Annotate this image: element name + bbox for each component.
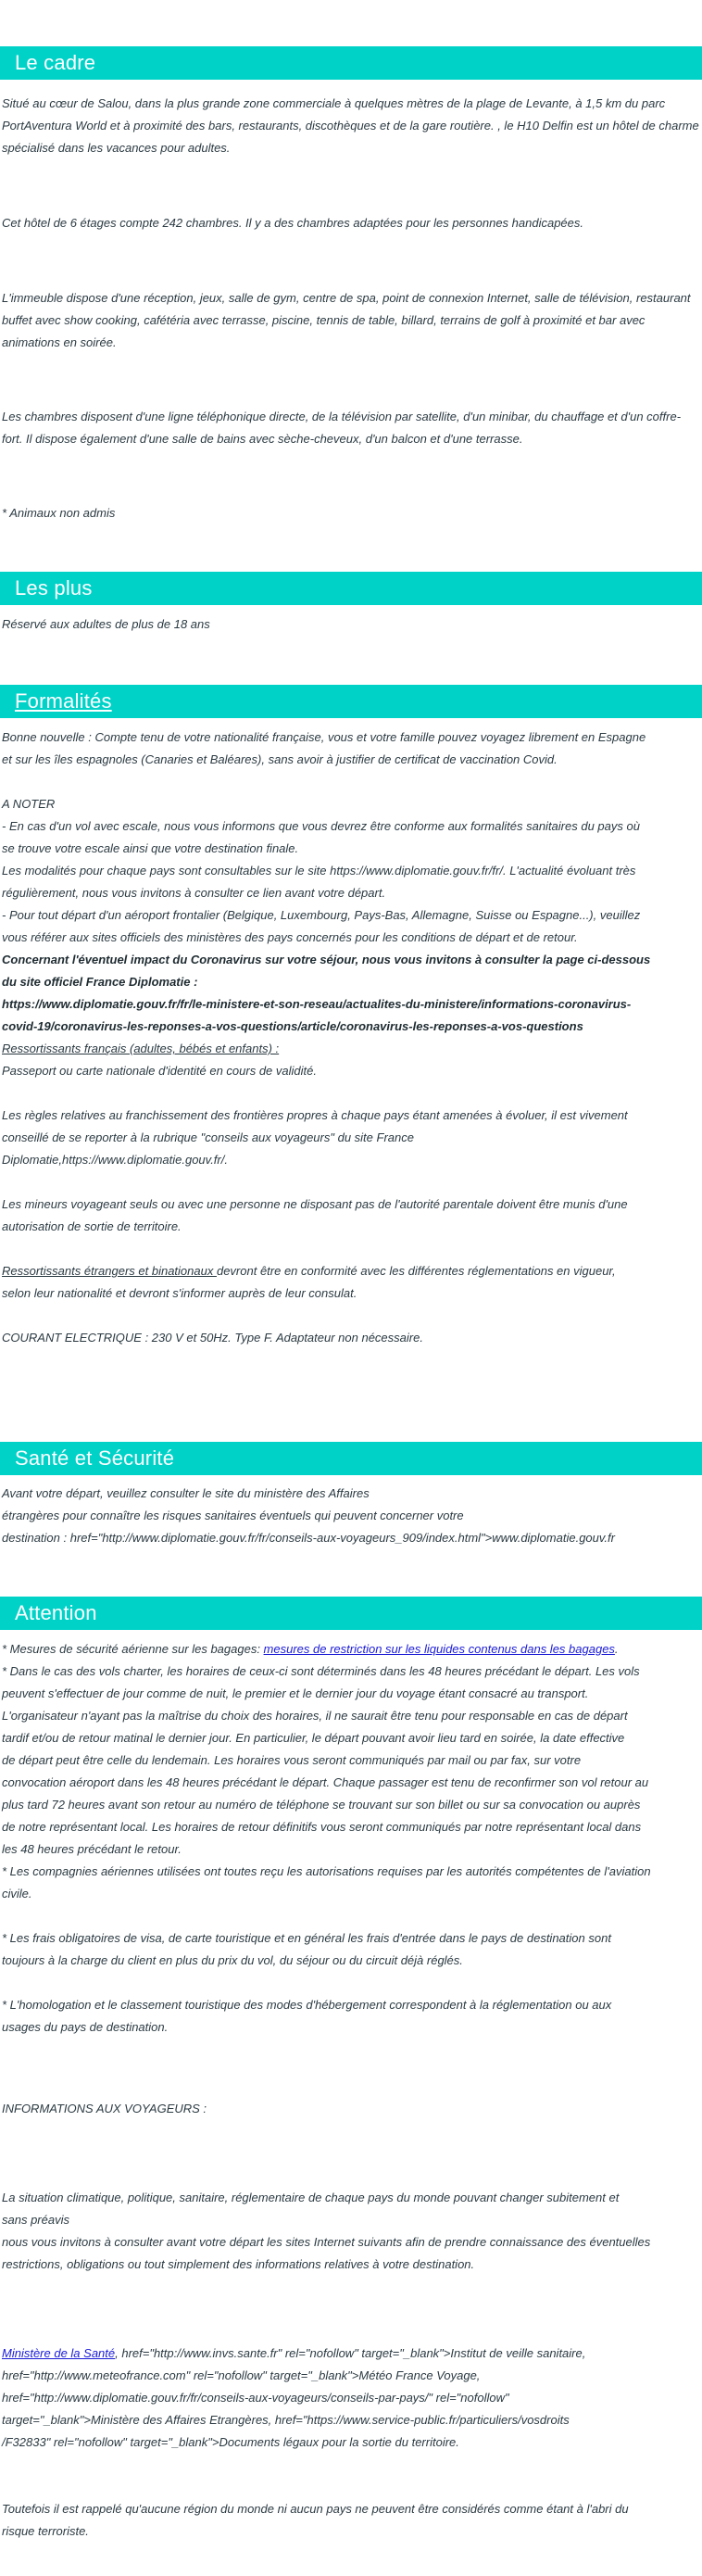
cadre-paragraph-5: * Animaux non admis <box>2 506 116 520</box>
plus-paragraph-1: Réservé aux adultes de plus de 18 ans <box>2 617 210 631</box>
ministere-sante-link[interactable]: Ministère de la Santé <box>2 2346 116 2360</box>
section-title-sante: Santé et Sécurité <box>15 1446 175 1470</box>
formalites-paragraph-2: A NOTER - En cas d'un vol avec escale, nous vous informons que vous devrez être conforme aux formalités sanitaires du pays où se trouve votre escale ainsi que votre destination finale. Les modalités pour chaque pays sont consultables sur le site https://www.diplomatie.gouv.fr/fr/. L'actualité évoluant très régulièrement, nous vous invitons à consulter ce lien avant votre départ. - Pour tout départ d'un aéroport frontalier (Belgique, Luxembourg, Pays-Bas, Allemagne, Suisse ou Espagne...), veuillez vous référer aux sites officiels des ministères des pays concernés pour les conditions de départ et de retour. <box>2 797 641 944</box>
cadre-paragraph-4: Les chambres disposent d'une ligne téléphonique directe, de la télévision par satellite, d'un minibar, du chauffage et d'un coffre-fort. Il dispose également d'une salle de bains avec sèche-cheveux, d'un balcon et d'une terrasse. <box>2 410 682 446</box>
useful-links-paragraph: Ministère de la Santé, href="http://www.invs.sante.fr" rel="nofollow" target="_blank">Institut de veille sanitaire, href="http://www.meteofrance.com" rel="nofollow" target="_blank">Météo France Voyage, href="http://www.diplomatie.gouv.fr/fr/conseils-aux-voyageurs/conseils-par-pays/" rel="nofollow" target="_blank">Ministère des Affaires Etrangères, href="https://www.service-public.fr/particuliers/vosdroits /F32833" rel="nofollow" target="_blank">Documents légaux pour la sortie du territoire. <box>2 2346 586 2449</box>
attention-block: * Mesures de sécurité aérienne sur les bagages: mesures de restriction sur les liquides contenus dans les bagages. * Dans le cas des vols charter, les horaires de ceux-ci sont déterminés dans les 48 heures précédant le départ. Les vols peuvent s'effectuer de jour comme de nuit, le premier et le dernier jour du voyage étant consacré au transport. L'organisateur n'ayant pas la maîtrise du choix des horaires, il ne saurait être tenu pour responsable en cas de départ tardif et/ou de retour matinal le dernier jour. En particulier, le départ pouvant avoir lieu tard en soirée, la date effective de départ peut être celle du lendemain. Les horaires vous seront communiqués par mail ou par fax, sur votre convocation aéroport dans les 48 heures précédant le départ. Chaque passager est tenu de reconfirmer son vol retour au plus tard 72 heures avant son retour au numéro de téléphone se trouvant sur son billet ou sur sa convocation ou auprès de notre représentant local. Les horaires de retour définitifs vous seront communiqués par notre représentant local dans les 48 heures précédant le retour. * Les compagnies aériennes utilisées ont toutes reçu les autorisations requises par les autorités compétentes de l'aviation civile. <box>2 1642 651 1900</box>
terrorism-risk-note: Toutefois il est rappelé qu'aucune région du monde ni aucun pays ne peuvent être considérés comme étant à l'abri du risque terroriste. <box>2 2502 629 2538</box>
formalites-coronavirus-note: Concernant l'éventuel impact du Coronavirus sur votre séjour, nous vous invitons à consulter la page ci-dessous du site officiel France Diplomatie : https://www.diplomatie.gouv.fr/fr/le-ministere-et-son-reseau/actualites-du-ministere/informations-coronavirus- covid-19/coronavirus-les-reponses-a-vos-questions/article/coronavirus-les-reponses-a-vos-questions <box>2 953 651 1033</box>
formalites-paragraph-6: Les mineurs voyageant seuls ou avec une personne ne disposant pas de l'autorité parentale doivent être munis d'une autorisation de sortie de territoire. <box>2 1197 628 1233</box>
cadre-paragraph-3: L'immeuble dispose d'une réception, jeux, salle de gym, centre de spa, point de connexion Internet, salle de télévision, restaurant buffet avec show cooking, cafétéria avec terrasse, piscine, tennis de table, billard, terrains de golf à proximité et bar avec animations en soirée. <box>2 291 691 349</box>
section-title-formalites: Formalités <box>15 689 112 713</box>
formalites-paragraph-1: Bonne nouvelle : Compte tenu de votre nationalité française, vous et votre famille pouvez voyagez librement en Espagne et sur les îles espagnoles (Canaries et Baléares), sans avoir à justifier de certificat de vaccination Covid. <box>2 730 646 766</box>
cadre-paragraph-1: Situé au cœur de Salou, dans la plus grande zone commerciale à quelques mètres de la plage de Levante, à 1,5 km du parc PortAventura World et à proximité des bars, restaurants, discothèques et de la gare routière. , le H10 Delfin est un hôtel de charme spécialisé dans les vacances pour adultes. <box>2 96 699 155</box>
sante-paragraph: Avant votre départ, veuillez consulter le site du ministère des Affaires étrangères pour connaître les risques sanitaires éventuels qui peuvent concerner votre destination : href="http://www.diplomatie.gouv.fr/fr/conseils-aux-voyageurs_909/index.html">www.diplomatie.gouv.fr <box>2 1486 615 1545</box>
liquids-restriction-link[interactable]: mesures de restriction sur les liquides contenus dans les bagages <box>263 1642 615 1656</box>
attention-homologation-note: * L'homologation et le classement touristique des modes d'hébergement correspondent à la réglementation ou aux usages du pays de destination. <box>2 1998 612 2034</box>
formalites-paragraph-7: Ressortissants étrangers et binationaux devront être en conformité avec les différentes réglementations en vigueur, selon leur nationalité et devront s'informer auprès de leur consulat. <box>2 1264 616 1300</box>
formalites-paragraph-8: COURANT ELECTRIQUE : 230 V et 50Hz. Type F. Adaptateur non nécessaire. <box>2 1331 423 1345</box>
section-header-attention <box>0 1597 702 1630</box>
section-header-sante <box>0 1442 702 1475</box>
section-header-plus <box>0 572 702 605</box>
attention-visa-note: * Les frais obligatoires de visa, de carte touristique et en général les frais d'entrée dans le pays de destination sont toujours à la charge du client en plus du prix du vol, du séjour ou du circuit déjà réglés. <box>2 1931 611 1967</box>
formalites-paragraph-5: Les règles relatives au franchissement des frontières propres à chaque pays étant amenées à évoluer, il est vivement conseillé de se reporter à la rubrique "conseils aux voyageurs" du site France Diplomatie,https://www.diplomatie.gouv.fr/. <box>2 1108 628 1167</box>
section-title-cadre: Le cadre <box>15 51 96 74</box>
informations-voyageurs-heading: INFORMATIONS AUX VOYAGEURS : <box>2 2102 207 2115</box>
cadre-paragraph-2: Cet hôtel de 6 étages compte 242 chambres. Il y a des chambres adaptées pour les personnes handicapées. <box>2 216 583 230</box>
informations-voyageurs-paragraph: La situation climatique, politique, sanitaire, réglementaire de chaque pays du monde pouvant changer subitement et sans préavis nous vous invitons à consulter avant votre départ les sites Internet suivants afin de prendre connaissance des éventuelles restrictions, obligations ou tout simplement des informations relatives à votre destination. <box>2 2191 651 2271</box>
section-header-cadre <box>0 46 702 80</box>
formalites-paragraph-4: Ressortissants français (adultes, bébés et enfants) : Passeport ou carte nationale d'identité en cours de validité. <box>2 1042 317 1078</box>
section-title-plus: Les plus <box>15 576 93 600</box>
section-header-formalites <box>0 685 702 718</box>
section-title-attention: Attention <box>15 1601 97 1624</box>
